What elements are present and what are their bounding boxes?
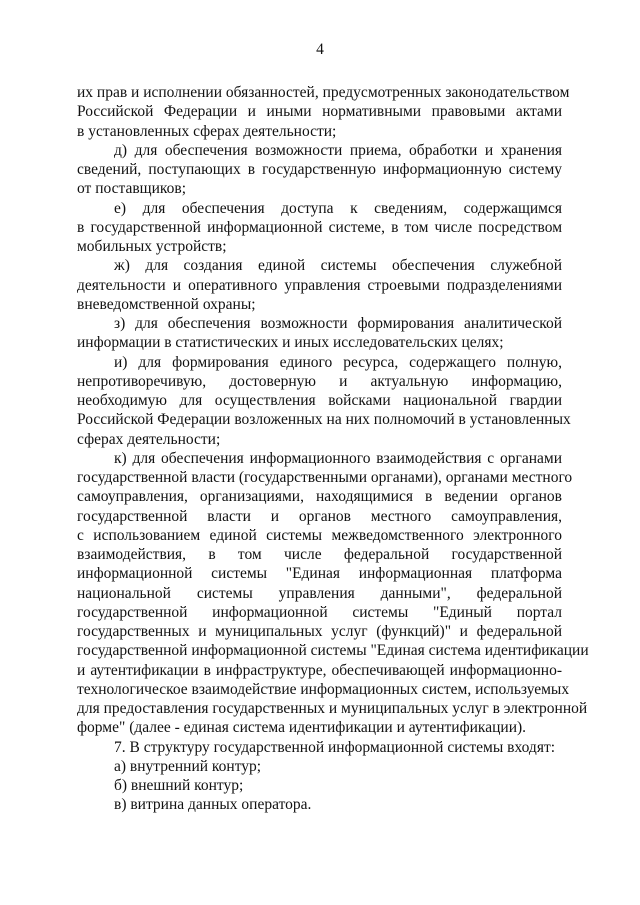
text-line: д) для обеспечения возможности приема, обработки и хранения	[114, 141, 562, 159]
text-line: необходимую для осуществления войсками национальной гвардии	[77, 392, 562, 409]
para-e	[77, 199, 562, 257]
text-line: взаимодействия, в том числе федеральной государственной	[77, 546, 562, 563]
para-i	[77, 353, 571, 449]
text-line: е) для обеспечения доступа к сведениям, содержащимся	[114, 199, 562, 217]
para-7a	[77, 757, 562, 776]
text-line: технологическое взаимодействие информационных систем, используемых	[77, 680, 570, 698]
text-line: для предоставления государственных и муниципальных услуг в электронной	[77, 700, 588, 717]
text-line: сведений, поступающих в государственную информационную систему	[77, 161, 562, 178]
text-line: в государственной информационной системе, в том числе посредством	[77, 218, 562, 236]
text-line: информации в статистических и иных исследовательских целях;	[77, 334, 504, 352]
para-7v	[77, 795, 562, 814]
text-line: их прав и исполнении обязанностей, предусмотренных законодательством	[77, 84, 570, 101]
text-line: Российской Федерации возложенных на них полномочий в установленных	[77, 411, 571, 429]
text-line: к) для обеспечения информационного взаимодействия с органами	[114, 449, 562, 467]
text-line: деятельности и оперативного управления строевыми подразделениями	[77, 276, 562, 294]
para-continuation	[77, 83, 570, 141]
text-line: непротиворечивую, достоверную и актуальную информацию,	[77, 372, 562, 390]
para-d	[77, 141, 562, 199]
page-number: 4	[316, 41, 324, 58]
text-line: информационной системы "Единая информационная платформа	[77, 565, 562, 583]
text-line: форме" (далее - единая система идентификации и аутентификации).	[77, 719, 527, 737]
text-line: и аутентификации в инфраструктуре, обеспечивающей информационно-	[77, 661, 562, 679]
text-line: государственных и муниципальных услуг (функций)" и федеральной	[77, 623, 562, 640]
text-line: а) внутренний контур;	[114, 757, 262, 775]
text-line: самоуправления, организациями, находящимися в ведении органов	[77, 488, 562, 506]
text-line: национальной системы управления данными", федеральной	[77, 584, 562, 602]
text-line: государственной информационной системы "Единая система идентификации	[77, 642, 589, 660]
text-line: б) внешний контур;	[114, 777, 244, 794]
text-line: и) для формирования единого ресурса, содержащего полную,	[114, 353, 562, 371]
text-line: з) для обеспечения возможности формирования аналитической	[114, 315, 562, 332]
para-zh	[77, 256, 562, 314]
text-line: мобильных устройств;	[77, 238, 227, 255]
para-k	[77, 449, 589, 738]
text-line: от поставщиков;	[77, 180, 187, 198]
text-line: вневедомственной охраны;	[77, 295, 256, 313]
text-line: в установленных сферах деятельности;	[77, 122, 337, 140]
text-line: сферах деятельности;	[77, 430, 221, 448]
para-z	[77, 314, 562, 353]
para-7b	[77, 776, 562, 795]
text-line: в) витрина данных оператора.	[114, 796, 312, 814]
text-line: Российской Федерации и иными нормативными правовыми актами	[77, 103, 562, 121]
para-7	[77, 738, 562, 757]
text-line: государственной информационной системы "Единый портал	[77, 603, 562, 621]
text-line: государственной власти и органов местного самоуправления,	[77, 507, 562, 525]
text-line: государственной власти (государственными органами), органами местного	[77, 469, 573, 486]
document-body	[77, 83, 589, 815]
text-line: ж) для создания единой системы обеспечения служебной	[114, 257, 562, 275]
text-line: 7. В структуру государственной информационной системы входят:	[114, 738, 556, 756]
text-line: с использованием единой системы межведомственного электронного	[77, 526, 562, 544]
